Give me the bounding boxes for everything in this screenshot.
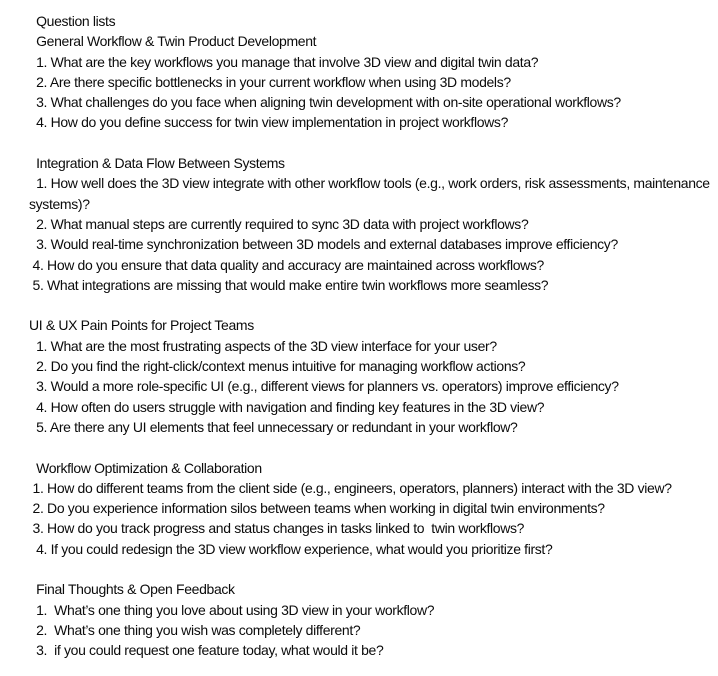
question-section bbox=[29, 458, 714, 559]
question-item: 4. If you could redesign the 3D view workflow experience, what would you prioritize first? bbox=[29, 540, 553, 557]
question-item: 1. What are the most frustrating aspects of the 3D view interface for your user? bbox=[29, 337, 497, 354]
question-list bbox=[29, 478, 714, 559]
section-heading: UI & UX Pain Points for Project Teams bbox=[29, 317, 254, 334]
section-heading: Final Thoughts & Open Feedback bbox=[29, 581, 235, 598]
question-section bbox=[29, 31, 714, 132]
question-item: 2. Do you experience information silos between teams when working in digital twin environments? bbox=[29, 500, 605, 517]
question-section bbox=[29, 315, 714, 437]
question-item: 1. How well does the 3D view integrate with other workflow tools (e.g., work orders, risk assessments, maintenance systems)? bbox=[29, 175, 714, 212]
question-list bbox=[29, 336, 714, 437]
question-list bbox=[29, 173, 714, 295]
question-item: 4. How do you ensure that data quality and accuracy are maintained across workflows? bbox=[29, 256, 544, 273]
question-item: 1. What’s one thing you love about using 3D view in your workflow? bbox=[29, 601, 435, 618]
question-item: 3. What challenges do you face when aligning twin development with on-site operational workflows? bbox=[29, 94, 621, 111]
question-item: 3. How do you track progress and status changes in tasks linked to twin workflows? bbox=[29, 520, 525, 537]
question-item: 3. if you could request one feature today, what would it be? bbox=[29, 642, 384, 659]
question-list bbox=[29, 600, 714, 661]
question-section bbox=[29, 153, 714, 295]
question-item: 1. How do different teams from the client side (e.g., engineers, operators, planners) interact with the 3D view? bbox=[29, 479, 672, 496]
question-item: 2. Do you find the right-click/context menus intuitive for managing workflow actions? bbox=[29, 358, 526, 375]
document-title: Question lists bbox=[29, 13, 116, 29]
question-list bbox=[29, 52, 714, 133]
question-item: 3. Would a more role-specific UI (e.g., different views for planners vs. operators) improve efficiency? bbox=[29, 378, 619, 395]
question-item: 4. How often do users struggle with navigation and finding key features in the 3D view? bbox=[29, 398, 545, 415]
section-heading: Integration & Data Flow Between Systems bbox=[29, 155, 285, 172]
question-item: 4. How do you define success for twin view implementation in project workflows? bbox=[29, 114, 509, 131]
question-sections bbox=[29, 31, 714, 660]
question-section bbox=[29, 579, 714, 660]
section-heading: General Workflow & Twin Product Development bbox=[29, 33, 317, 50]
question-item: 2. What manual steps are currently required to sync 3D data with project workflows? bbox=[29, 215, 529, 232]
question-item: 2. Are there specific bottlenecks in your current workflow when using 3D models? bbox=[29, 73, 511, 90]
question-item: 5. What integrations are missing that would make entire twin workflows more seamless? bbox=[29, 276, 549, 293]
question-item: 2. What’s one thing you wish was completely different? bbox=[29, 621, 361, 638]
question-item: 3. Would real-time synchronization between 3D models and external databases improve efficiency? bbox=[29, 236, 618, 253]
question-item: 1. What are the key workflows you manage that involve 3D view and digital twin data? bbox=[29, 53, 539, 70]
section-heading: Workflow Optimization & Collaboration bbox=[29, 459, 262, 476]
question-item: 5. Are there any UI elements that feel unnecessary or redundant in your workflow? bbox=[29, 418, 518, 435]
